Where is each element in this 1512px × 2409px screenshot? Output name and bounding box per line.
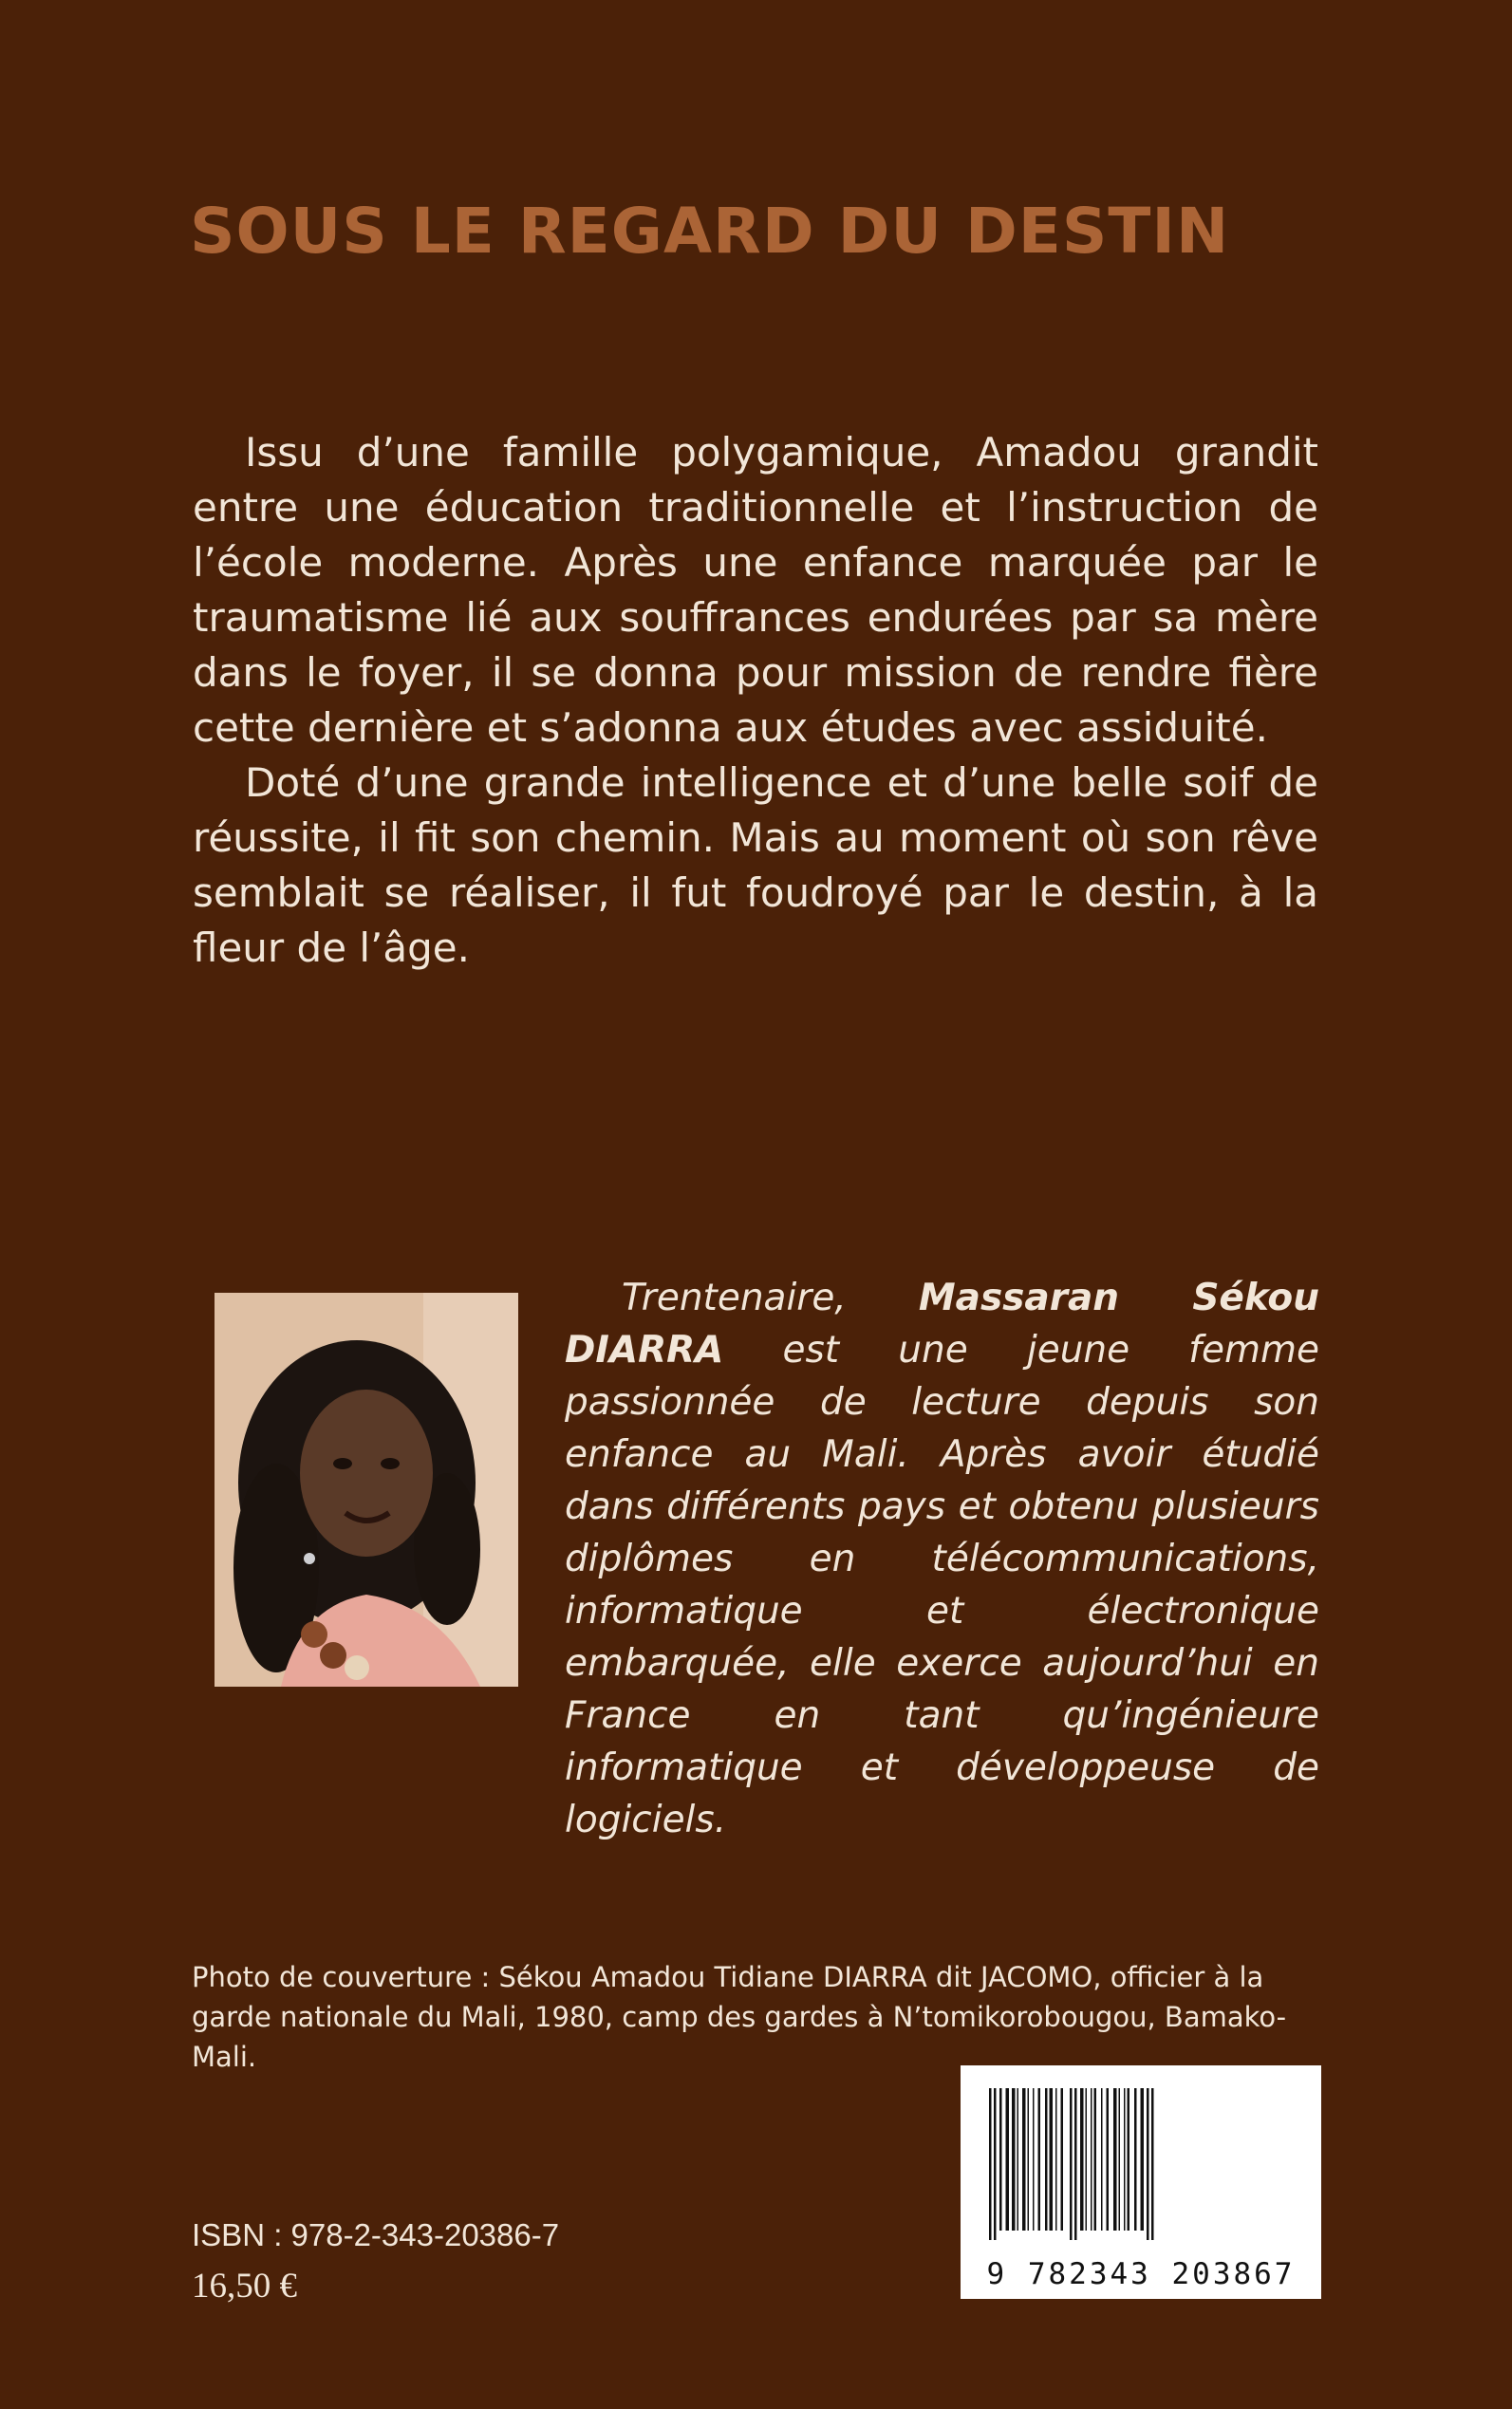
barcode-bar bbox=[1128, 2088, 1130, 2231]
photo-credit: Photo de couverture : Sékou Amadou Tidiane DIARRA dit JACOMO, officier à la garde nationale du Mali, 1980, camp des gardes à N’tomikorobougou, Bamako-Mali. bbox=[192, 1961, 1287, 2073]
bio-text: est une jeune femme passionnée de lecture depuis son enfance au Mali. Après avoir étudié dans différents pays et obtenu plusieurs diplômes en télécommunications, informatique et électronique embarquée, elle exerce aujourd’hui en France en tant qu’ingénieure informatique et développeuse de logiciels. bbox=[565, 1329, 1319, 1841]
barcode-bar bbox=[999, 2088, 1002, 2231]
barcode-bar bbox=[1045, 2088, 1048, 2231]
barcode-bar bbox=[1094, 2088, 1097, 2231]
isbn: ISBN : 978-2-343-20386-7 bbox=[192, 2217, 560, 2252]
bio-lead: Trentenaire, bbox=[622, 1277, 919, 1319]
barcode-bar bbox=[1147, 2088, 1149, 2240]
barcode-bar bbox=[1074, 2088, 1077, 2240]
barcode-bar bbox=[1006, 2088, 1010, 2231]
author-name: Massaran Sékou DIARRA bbox=[565, 1277, 1319, 1372]
barcode-bars bbox=[985, 2088, 1298, 2240]
barcode-bar bbox=[1134, 2088, 1137, 2231]
synopsis-paragraph: Doté d’une grande intelligence et d’une belle soif de réussite, il fit son chemin. Mais au moment où son rêve semblait se réaliser, il fut foudroyé par le destin, à la fleur de l’âge. bbox=[193, 759, 1318, 971]
synopsis bbox=[193, 425, 1318, 976]
synopsis-paragraph: Issu d’une famille polygamique, Amadou grandit entre une éducation traditionnelle et l’instruction de l’école moderne. Après une enfance marquée par le traumatisme lié aux souffrances endurées par sa mère dans le foyer, il se donna pour mission de rendre fière cette dernière et s’adonna aux études avec assiduité. bbox=[193, 429, 1318, 751]
barcode-bar bbox=[1080, 2088, 1084, 2231]
barcode-bar bbox=[1107, 2088, 1110, 2231]
barcode-bar bbox=[1017, 2088, 1019, 2231]
barcode-bar bbox=[1022, 2088, 1026, 2231]
barcode-bar bbox=[989, 2088, 992, 2240]
barcode-bar bbox=[1070, 2088, 1073, 2240]
author-photo bbox=[215, 1293, 518, 1687]
barcode-bar bbox=[1101, 2088, 1103, 2231]
barcode-bar bbox=[1091, 2088, 1092, 2231]
barcode-bar bbox=[1055, 2088, 1057, 2231]
barcode-bar bbox=[1141, 2088, 1145, 2231]
barcode bbox=[961, 2065, 1321, 2299]
barcode-bar bbox=[1151, 2088, 1154, 2240]
barcode-bar bbox=[1061, 2088, 1064, 2231]
barcode-bar bbox=[1033, 2088, 1035, 2231]
barcode-bar bbox=[1124, 2088, 1126, 2231]
author-bio bbox=[565, 1272, 1319, 1846]
barcode-bar bbox=[1012, 2088, 1016, 2231]
barcode-digits: 9 782343 203867 bbox=[986, 2257, 1296, 2291]
barcode-bar bbox=[1038, 2088, 1041, 2231]
barcode-bar bbox=[1028, 2088, 1030, 2231]
author-portrait-illustration bbox=[215, 1293, 518, 1687]
barcode-bar bbox=[1086, 2088, 1088, 2231]
barcode-bar bbox=[1113, 2088, 1117, 2231]
barcode-bar bbox=[994, 2088, 997, 2240]
price: 16,50 € bbox=[192, 2267, 297, 2306]
book-title: SOUS LE REGARD DU DESTIN bbox=[190, 195, 1230, 268]
barcode-bar bbox=[1050, 2088, 1054, 2231]
barcode-bar bbox=[1119, 2088, 1121, 2231]
